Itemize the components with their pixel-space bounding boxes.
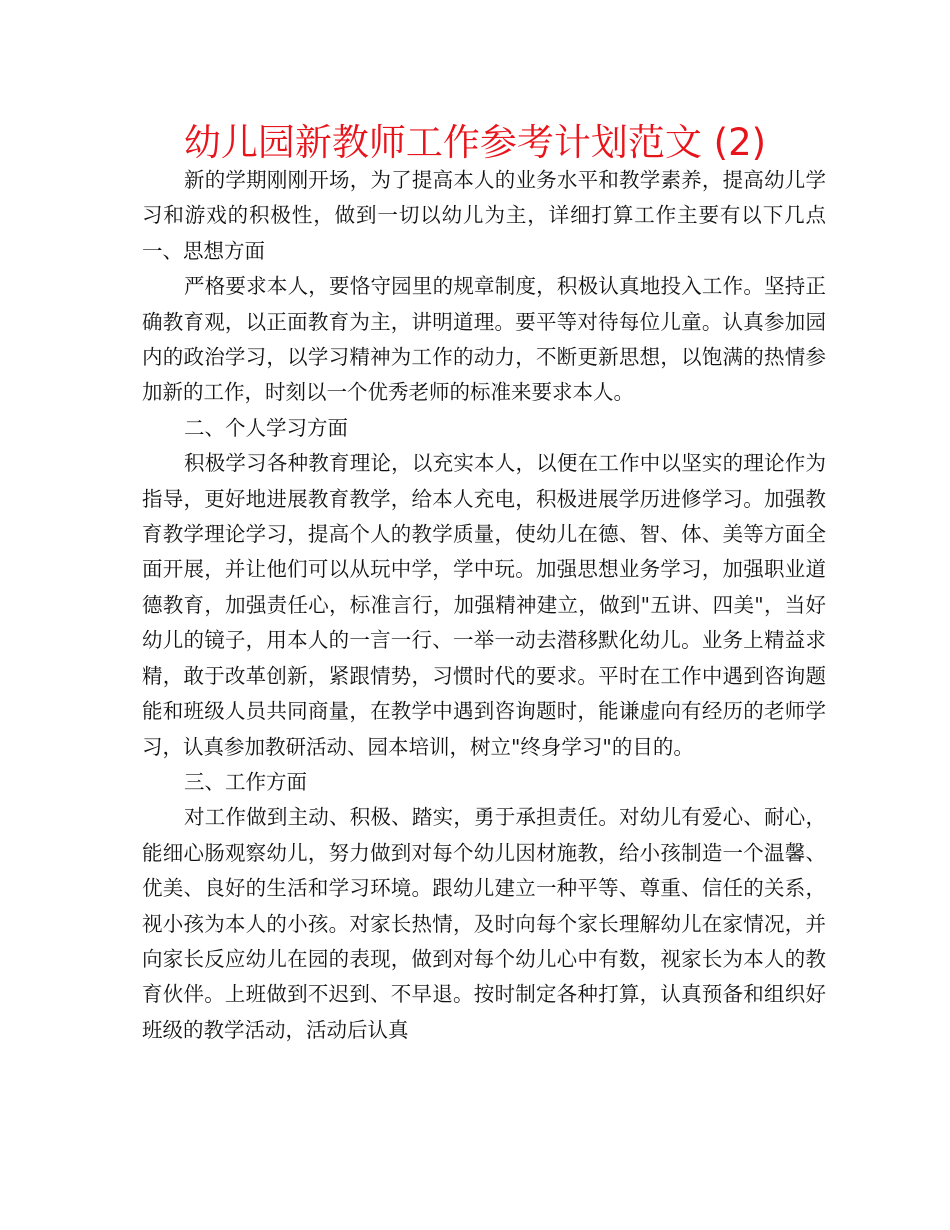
section-heading-study: 二、个人学习方面: [184, 415, 348, 440]
paragraph-thought: 严格要求本人，要恪守园里的规章制度，积极认真地投入工作。坚持正确教育观，以正面教育为主，讲明道理。要平等对待每位儿童。认真参加园内的政治学习，以学习精神为工作的动力，不断更新思想，以饱满的热情参加新的工作，时刻以一个优秀老师的标准来要求本人。: [142, 274, 826, 405]
document-title: 幼儿园新教师工作参考计划范文 (2): [183, 121, 767, 164]
paragraph-intro: 新的学期刚刚开场，为了提高本人的业务水平和教学素养，提高幼儿学习和游戏的积极性，做到一切以幼儿为主，详细打算工作主要有以下几点 一、思想方面: [142, 168, 867, 263]
document-body: [142, 163, 867, 1048]
paragraph-study: 积极学习各种教育理论，以充实本人，以便在工作中以坚实的理论作为指导，更好地进展教育教学，给本人充电，积极进展学历进修学习。加强教育教学理论学习，提高个人的教学质量，使幼儿在德、智、体、美等方面全面开展，并让他们可以从玩中学，学中玩。加强思想业务学习，加强职业道德教育，加强责任心，标准言行，加强精神建立，做到"五讲、四美"，当好幼儿的镜子，用本人的一言一行、一举一动去潜移默化幼儿。业务上精益求精，敢于改革创新，紧跟情势，习惯时代的要求。平时在工作中遇到咨询题能和班级人员共同商量，在教学中遇到咨询题时，能谦虚向有经历的老师学习，认真参加教研活动、园本培训，树立"终身学习"的目的。: [142, 451, 826, 759]
paragraph-work: 对工作做到主动、积极、踏实，勇于承担责任。对幼儿有爱心、耐心，能细心肠观察幼儿，努力做到对每个幼儿因材施教，给小孩制造一个温馨、优美、良好的生活和学习环境。跟幼儿建立一种平等、尊重、信任的关系，视小孩为本人的小孩。对家长热情，及时向每个家长理解幼儿在家情况，并向家长反应幼儿在园的表现，做到对每个幼儿心中有数，视家长为本人的教育伙伴。上班做到不迟到、不早退。按时制定各种打算，认真预备和组织好班级的教学活动，活动后认真: [142, 805, 826, 1042]
section-heading-work: 三、工作方面: [184, 769, 307, 794]
